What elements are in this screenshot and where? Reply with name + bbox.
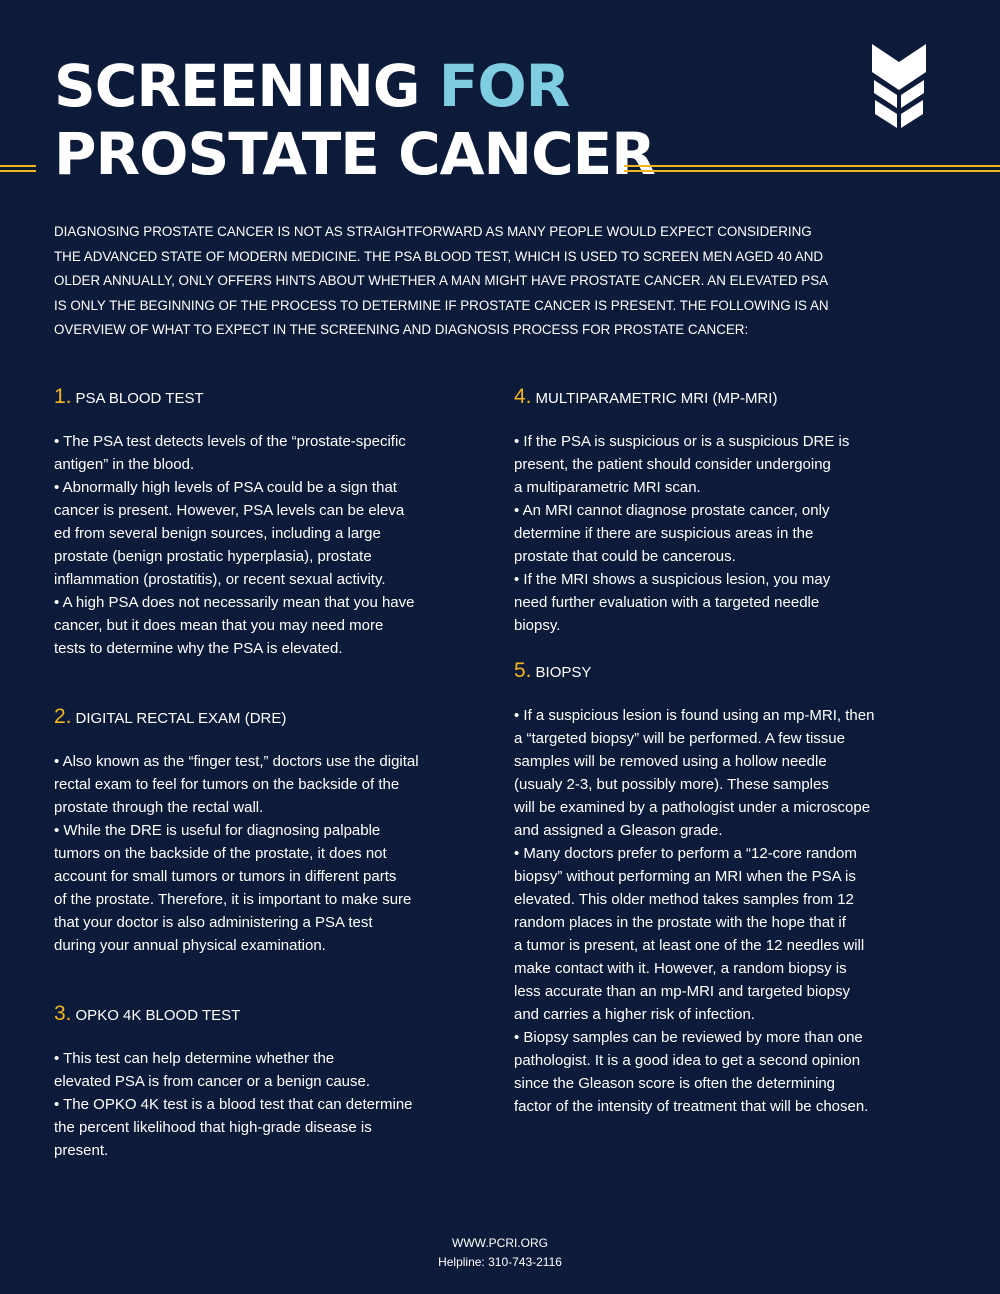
bullet-list bbox=[514, 430, 849, 637]
section-number: 5. bbox=[514, 659, 532, 682]
bullet-list bbox=[54, 1047, 413, 1162]
bullet-line: • If a suspicious lesion is found using an mp-MRI, then bbox=[514, 707, 875, 724]
section-number: 1. bbox=[54, 385, 72, 408]
bullet-item bbox=[54, 1047, 413, 1093]
bullet-line: account for small tumors or tumors in different parts bbox=[54, 868, 397, 885]
bullet-item bbox=[54, 476, 414, 591]
bullet-list bbox=[54, 430, 414, 660]
bullet-line: • A high PSA does not necessarily mean that you have bbox=[54, 594, 415, 611]
bullet-line: elevated PSA is from cancer or a benign cause. bbox=[54, 1073, 371, 1090]
footer bbox=[0, 1234, 1000, 1272]
title-rule-right bbox=[624, 165, 1000, 172]
bullet-line: ed from several benign sources, including a large bbox=[54, 525, 381, 542]
bullet-line: a multiparametric MRI scan. bbox=[514, 479, 701, 496]
bullet-item bbox=[54, 750, 419, 819]
title-part-screening: SCREENING bbox=[54, 52, 439, 120]
bullet-item bbox=[54, 591, 414, 660]
bullet-line: tests to determine why the PSA is elevated. bbox=[54, 640, 343, 657]
bullet-line: determine if there are suspicious areas in the bbox=[514, 525, 814, 542]
bullet-item bbox=[514, 704, 874, 842]
section-title: PSA BLOOD TEST bbox=[75, 390, 204, 407]
bullet-line: tumors on the backside of the prostate, it does not bbox=[54, 845, 387, 862]
section-heading bbox=[514, 384, 849, 410]
bullet-line: a “targeted biopsy” will be performed. A few tissue bbox=[514, 730, 845, 747]
section-digital-rectal-exam bbox=[54, 704, 419, 957]
section-title: BIOPSY bbox=[535, 664, 592, 681]
bullet-line: and assigned a Gleason grade. bbox=[514, 822, 723, 839]
bullet-line: elevated. This older method takes samples from 12 bbox=[514, 891, 854, 908]
bullet-line: the percent likelihood that high-grade disease is bbox=[54, 1119, 372, 1136]
bullet-line: • An MRI cannot diagnose prostate cancer, only bbox=[514, 502, 830, 519]
bullet-item bbox=[54, 819, 419, 957]
bullet-line: • The OPKO 4K test is a blood test that can determine bbox=[54, 1096, 413, 1113]
bullet-line: • Also known as the “finger test,” doctors use the digital bbox=[54, 753, 419, 770]
bullet-line: present, the patient should consider undergoing bbox=[514, 456, 831, 473]
section-heading bbox=[514, 658, 874, 684]
bullet-line: • Biopsy samples can be reviewed by more than one bbox=[514, 1029, 863, 1046]
bullet-line: biopsy. bbox=[514, 617, 561, 634]
bullet-line: (usualy 2-3, but possibly more). These samples bbox=[514, 776, 829, 793]
bullet-line: prostate through the rectal wall. bbox=[54, 799, 264, 816]
bullet-line: of the prostate. Therefore, it is important to make sure bbox=[54, 891, 412, 908]
bullet-line: • If the PSA is suspicious or is a suspicious DRE is bbox=[514, 433, 850, 450]
bullet-item bbox=[514, 430, 849, 499]
section-number: 3. bbox=[54, 1002, 72, 1025]
bullet-line: cancer, but it does mean that you may need more bbox=[54, 617, 384, 634]
section-heading bbox=[54, 704, 419, 730]
section-biopsy bbox=[514, 658, 874, 1118]
intro-line: THE ADVANCED STATE OF MODERN MEDICINE. THE PSA BLOOD TEST, WHICH IS USED TO SCREEN MEN AGED 40 AND bbox=[54, 248, 824, 264]
bullet-line: antigen” in the blood. bbox=[54, 456, 195, 473]
section-multiparametric-mri bbox=[514, 384, 849, 637]
section-heading bbox=[54, 384, 414, 410]
bullet-item bbox=[54, 1093, 413, 1162]
bullet-line: • Abnormally high levels of PSA could be a sign that bbox=[54, 479, 397, 496]
bullet-line: • The PSA test detects levels of the “prostate-specific bbox=[54, 433, 406, 450]
bullet-line: • This test can help determine whether the bbox=[54, 1050, 335, 1067]
bullet-line: during your annual physical examination. bbox=[54, 937, 326, 954]
section-opko-4k-blood-test bbox=[54, 1001, 413, 1162]
bullet-item bbox=[514, 499, 849, 568]
title-rule-left bbox=[0, 165, 36, 172]
bullet-line: less accurate than an mp-MRI and targeted biopsy bbox=[514, 983, 851, 1000]
bullet-list bbox=[514, 704, 874, 1118]
intro-line: OVERVIEW OF WHAT TO EXPECT IN THE SCREENING AND DIAGNOSIS PROCESS FOR PROSTATE CANCER: bbox=[54, 322, 749, 337]
section-number: 2. bbox=[54, 705, 72, 728]
intro-paragraph bbox=[54, 220, 954, 343]
bullet-line: samples will be removed using a hollow needle bbox=[514, 753, 827, 770]
bullet-line: make contact with it. However, a random biopsy is bbox=[514, 960, 847, 977]
intro-line: DIAGNOSING PROSTATE CANCER IS NOT AS STRAIGHTFORWARD AS MANY PEOPLE WOULD EXPECT CONSIDERING bbox=[54, 224, 812, 239]
intro-line: OLDER ANNUALLY, ONLY OFFERS HINTS ABOUT WHETHER A MAN MIGHT HAVE PROSTATE CANCER. AN ELEVATED PSA bbox=[54, 273, 829, 288]
section-number: 4. bbox=[514, 385, 532, 408]
bullet-line: prostate that could be cancerous. bbox=[514, 548, 736, 565]
section-heading bbox=[54, 1001, 413, 1027]
section-title: MULTIPARAMETRIC MRI (MP-MRI) bbox=[535, 390, 778, 407]
section-title: DIGITAL RECTAL EXAM (DRE) bbox=[75, 710, 287, 727]
bullet-line: a tumor is present, at least one of the 12 needles will bbox=[514, 937, 865, 954]
bullet-item bbox=[514, 568, 849, 637]
bullet-line: rectal exam to feel for tumors on the backside of the bbox=[54, 776, 400, 793]
intro-line: IS ONLY THE BEGINNING OF THE PROCESS TO DETERMINE IF PROSTATE CANCER IS PRESENT. THE FOLLOWING IS AN bbox=[54, 297, 829, 313]
chevron-shield-icon bbox=[872, 44, 926, 128]
bullet-line: need further evaluation with a targeted needle bbox=[514, 594, 820, 611]
section-title: OPKO 4K BLOOD TEST bbox=[75, 1007, 241, 1024]
bullet-line: prostate (benign prostatic hyperplasia), prostate bbox=[54, 548, 372, 565]
bullet-line: and carries a higher risk of infection. bbox=[514, 1006, 755, 1023]
footer-website-link[interactable]: WWW.PCRI.ORG bbox=[452, 1236, 548, 1250]
bullet-item bbox=[514, 842, 874, 1026]
bullet-line: • If the MRI shows a suspicious lesion, you may bbox=[514, 571, 831, 588]
bullet-line: factor of the intensity of treatment that will be chosen. bbox=[514, 1098, 869, 1115]
bullet-item bbox=[54, 430, 414, 476]
bullet-line: will be examined by a pathologist under a microscope bbox=[514, 799, 871, 816]
bullet-line: • Many doctors prefer to perform a “12-core random bbox=[514, 845, 857, 862]
section-psa-blood-test bbox=[54, 384, 414, 660]
bullet-line: inflammation (prostatitis), or recent sexual activity. bbox=[54, 571, 386, 588]
bullet-line: biopsy” without performing an MRI when the PSA is bbox=[514, 868, 856, 885]
bullet-line: that your doctor is also administering a PSA test bbox=[54, 914, 373, 931]
bullet-line: pathologist. It is a good idea to get a second opinion bbox=[514, 1052, 861, 1069]
footer-helpline: Helpline: 310-743-2116 bbox=[438, 1255, 562, 1269]
page-title bbox=[54, 52, 655, 188]
title-part-prostate-cancer: PROSTATE CANCER bbox=[54, 120, 655, 188]
bullet-line: • While the DRE is useful for diagnosing palpable bbox=[54, 822, 381, 839]
bullet-line: cancer is present. However, PSA levels can be eleva bbox=[54, 502, 405, 519]
bullet-line: present. bbox=[54, 1142, 109, 1159]
bullet-line: since the Gleason score is often the determining bbox=[514, 1075, 836, 1092]
title-accent-for: FOR bbox=[438, 52, 570, 120]
bullet-item bbox=[514, 1026, 874, 1118]
bullet-line: random places in the prostate with the hope that if bbox=[514, 914, 846, 931]
bullet-list bbox=[54, 750, 419, 957]
